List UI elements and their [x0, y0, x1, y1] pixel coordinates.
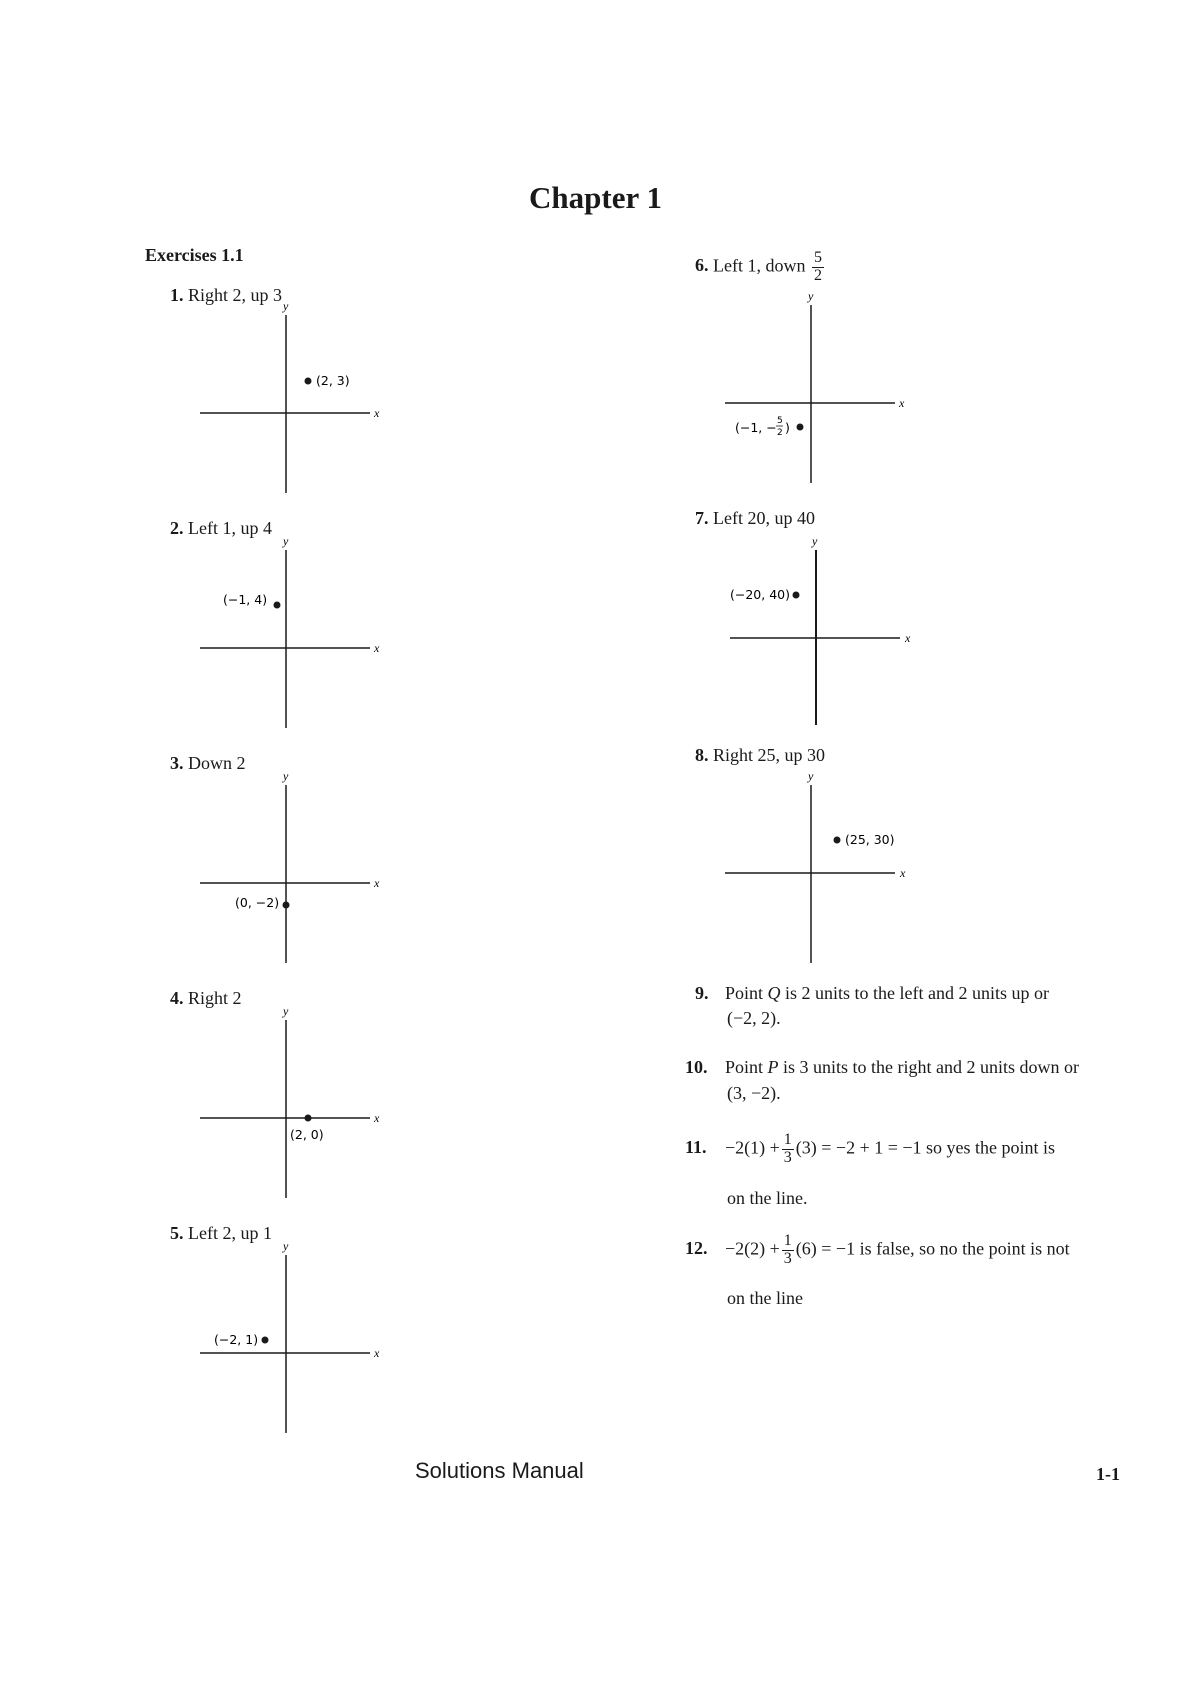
exercise-number: 1. [170, 285, 184, 305]
exercise-6-graph [725, 289, 925, 485]
y-axis-label: y [283, 299, 289, 313]
exercise-text: Right 25, up 30 [713, 745, 826, 765]
fraction [782, 1132, 794, 1167]
expression-start: −2(1) + [725, 1137, 780, 1158]
plotted-point [274, 602, 281, 609]
point-label: (2, 3) [316, 373, 350, 388]
exercise-9 [695, 983, 1049, 1004]
point-variable: P [767, 1057, 779, 1077]
fraction-denominator: 3 [783, 1148, 792, 1166]
x-axis-label: x [899, 396, 905, 410]
x-axis-label: x [374, 1346, 380, 1360]
exercise-number: 4. [170, 988, 184, 1008]
exercise-6-heading [695, 250, 826, 285]
fraction [812, 250, 824, 285]
exercise-number: 10. [685, 1057, 708, 1077]
exercise-text-start: Point [725, 983, 768, 1003]
x-axis-label: x [374, 1111, 380, 1125]
exercise-text: Left 20, up 40 [713, 508, 815, 528]
point-label-fraction-denominator: 2 [777, 428, 783, 438]
plotted-point [834, 837, 841, 844]
y-axis-label: y [812, 534, 818, 548]
chapter-title: Chapter 1 [529, 180, 662, 215]
point-label-prefix: (−1, − [735, 420, 777, 435]
exercise-text-start: Point [725, 1057, 768, 1077]
exercise-number: 6. [695, 255, 709, 276]
exercise-3-heading [170, 753, 246, 774]
x-axis-label: x [374, 876, 380, 890]
plotted-point [305, 378, 312, 385]
exercise-text: Left 1, up 4 [188, 518, 272, 538]
y-axis-label: y [808, 769, 814, 783]
point-label: (−20, 40) [730, 587, 790, 602]
exercise-number: 2. [170, 518, 184, 538]
point-label: (−2, 1) [214, 1332, 259, 1347]
fraction-numerator: 1 [783, 1131, 792, 1148]
expression-end: (6) = −1 is false, so no the point is not [795, 1238, 1070, 1259]
exercise-1-heading [170, 285, 282, 306]
exercise-4-graph [200, 1004, 400, 1200]
exercise-text: Right 2, up 3 [188, 285, 283, 305]
exercise-12-continuation: on the line [727, 1288, 803, 1308]
exercise-5-heading [170, 1223, 272, 1244]
exercise-3-graph [200, 769, 400, 965]
exercise-11 [685, 1132, 1055, 1167]
exercise-number: 7. [695, 508, 709, 528]
exercise-10 [685, 1057, 1079, 1078]
plotted-point [283, 902, 290, 909]
x-axis-label: x [374, 641, 380, 655]
exercise-number: 3. [170, 753, 184, 773]
fraction [782, 1233, 794, 1268]
exercise-8-graph [725, 769, 925, 965]
point-label-fraction-numerator: 5 [777, 416, 783, 426]
page-number: 1-1 [1096, 1464, 1120, 1484]
point-label: (2, 0) [290, 1127, 324, 1142]
exercise-5-graph [200, 1239, 400, 1435]
point-label-suffix: ) [785, 420, 790, 435]
exercise-2-heading [170, 518, 272, 539]
fraction-numerator: 1 [783, 1232, 792, 1249]
point-variable: Q [767, 983, 781, 1003]
x-axis-label: x [900, 866, 906, 880]
exercise-10-continuation: (3, −2). [727, 1083, 781, 1103]
fraction-denominator: 2 [813, 266, 822, 284]
plotted-point [797, 424, 804, 431]
y-axis-label: y [283, 1004, 289, 1018]
exercise-7-graph [730, 534, 930, 730]
exercise-text-end: is 2 units to the left and 2 units up or [780, 983, 1049, 1003]
exercise-8-heading [695, 745, 825, 766]
fraction-denominator: 3 [783, 1249, 792, 1267]
exercise-1-graph [200, 299, 400, 495]
plotted-point [793, 592, 800, 599]
exercise-number: 11. [685, 1137, 707, 1158]
y-axis-label: y [808, 289, 814, 303]
y-axis-label: y [283, 1239, 289, 1253]
footer-title: Solutions Manual [415, 1458, 584, 1483]
plotted-point [305, 1115, 312, 1122]
point-label: (25, 30) [845, 832, 895, 847]
y-axis-label: y [283, 534, 289, 548]
exercise-text: Left 1, down [713, 255, 806, 276]
exercise-text: Right 2 [188, 988, 242, 1008]
point-label: (0, −2) [235, 895, 280, 910]
exercise-number: 9. [695, 983, 709, 1003]
expression-end: (3) = −2 + 1 = −1 so yes the point is [795, 1137, 1056, 1158]
exercise-7-heading [695, 508, 815, 529]
plotted-point [262, 1337, 269, 1344]
expression-start: −2(2) + [725, 1238, 780, 1259]
exercise-4-heading [170, 988, 242, 1009]
exercise-2-graph [200, 534, 400, 730]
exercise-11-continuation: on the line. [727, 1188, 808, 1208]
x-axis-label: x [374, 406, 380, 420]
x-axis-label: x [905, 631, 911, 645]
fraction-numerator: 5 [813, 249, 822, 266]
exercise-9-continuation: (−2, 2). [727, 1008, 781, 1028]
exercise-number: 5. [170, 1223, 184, 1243]
exercise-text-end: is 3 units to the right and 2 units down or [778, 1057, 1080, 1077]
point-label: (−1, 4) [223, 592, 268, 607]
y-axis-label: y [283, 769, 289, 783]
exercise-text: Left 2, up 1 [188, 1223, 272, 1243]
section-title: Exercises 1.1 [145, 245, 244, 265]
exercise-text: Down 2 [188, 753, 246, 773]
exercise-number: 8. [695, 745, 709, 765]
exercise-number: 12. [685, 1238, 708, 1259]
exercise-12 [685, 1233, 1070, 1268]
